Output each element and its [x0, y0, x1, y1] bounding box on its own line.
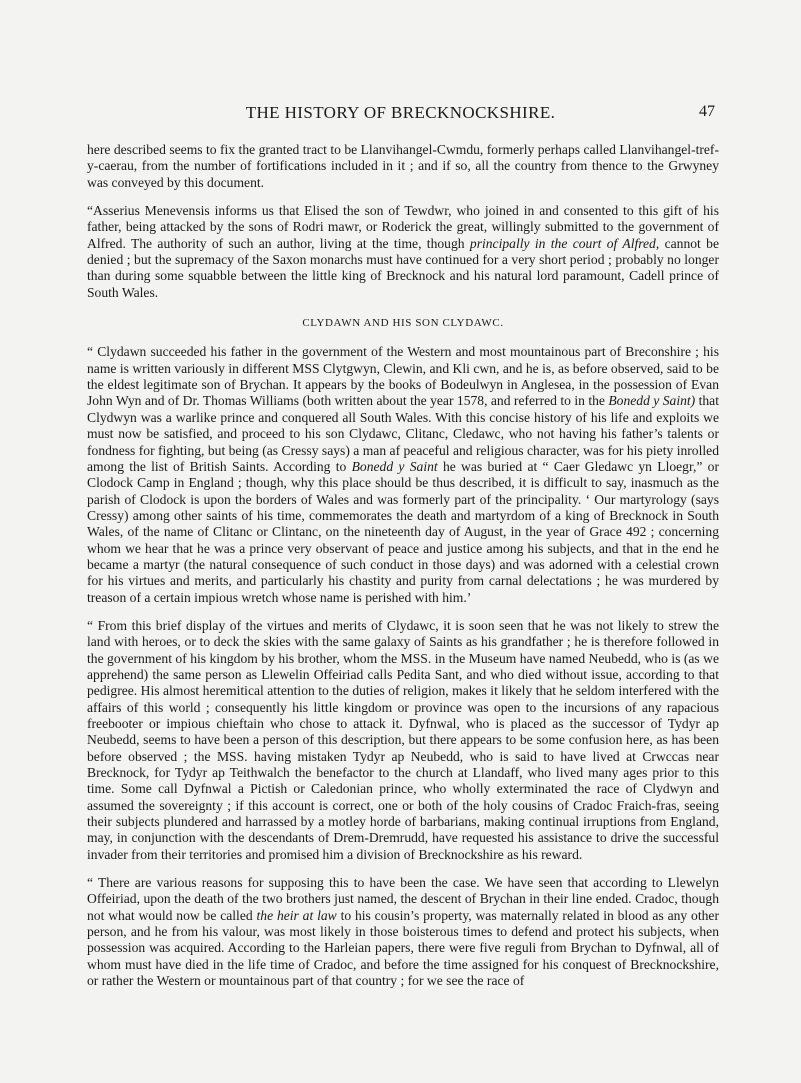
paragraph-3-text-a: “ Clydawn succeeded his father in the government of the Western and most mountainous part of Breconshire ; his name is written variously in different MSS Clytgwyn, Clewin, and Kli cwn, and he is, as before observed, said to be the eldest legitimate son of Brychan. It appears by the books of Bodeulwyn in Anglesea, in the possession of Evan John Wyn and of Dr. Thomas Williams (both written about the year 1578, and referred to in the [87, 344, 719, 409]
paragraph-5-text-a: “ There are various reasons for supposing this to have been the case. We have seen that according to Llewelyn Offeiriad, upon the death of the two brothers just named, the descent of Brychan in their line ended. Cradoc, though not what would now be called [87, 875, 719, 923]
paragraph-1-text: here described seems to fix the granted tract to be Llanvihangel-Cwmdu, formerly perhaps called Llanvihangel-tref-y-caerau, from the number of fortifications included in it ; and if so, all the country from thence to the Grwyney was conveyed by this document. [87, 142, 719, 190]
body-text [87, 142, 719, 1002]
paragraph-4 [87, 618, 719, 863]
paragraph-1 [87, 142, 719, 191]
running-title: THE HISTORY OF BRECKNOCKSHIRE. [245, 103, 556, 122]
page-number: 47 [699, 103, 715, 120]
paragraph-4-text: “ From this brief display of the virtues and merits of Clydawc, it is soon seen that he was not likely to strew the land with heroes, or to deck the skies with the same galaxy of Saints as his grandfather ; he is therefore followed in the government of his kingdom by his brother, whom the MSS. in the Museum have named Neubedd, who is (as we apprehend) the same person as Llewelin Offeiriad calls Pedita Sant, and who died without issue, according to that pedigree. His almost heremitical attention to the duties of religion, makes it likely that he seldom interfered with the affairs of this world ; consequently his little kingdom or province was open to the incursions of any rapacious freebooter or impious chieftain who chose to attack it. Dyfnwal, who is placed as the successor of Tydyr ap Neubedd, seems to have been a person of this description, but there appears to be some confusion here, as has been before observed ; the MSS. having mistaken Tydyr ap Neubedd, who is said to have lived at Crwccas near Brecknock, for Tydyr ap Teithwalch the benefactor to the church at Llandaff, who lived many ages prior to this time. Some call Dyfnwal a Pictish or Caledonian prince, who wholly exterminated the race of Clydwyn and assumed the sovereignty ; if this account is correct, one or both of the holy cousins of Cradoc Fraich-fras, seeing their subjects plundered and harrassed by a motley horde of barbarians, making continual irruptions from England, may, in conjunction with the descendants of Drem-Dremrudd, have requested his assistance to drive the successful invader from their territories and promised him a division of Brecknockshire as his reward. [87, 617, 719, 862]
paragraph-2-text-b: cannot be denied ; but the supremacy of the Saxon monarchs must have continued for a very short period ; probably no longer than during some squabble between the little king of Brecknock and his natural lord paramount, Cadell prince of South Wales. [87, 235, 719, 300]
paragraph-3-italic-2: Bonedd y Saint [351, 458, 438, 474]
paragraph-5-text-b: to his cousin’s property, was maternally related in blood as any other person, and he from his valour, was most likely in those boisterous times to defend and protect his subjects, when possession was acquired. According to the Harleian papers, there were five reguli from Brychan to Dyfnwal, all of whom must have died in the life time of Cradoc, and before the time assigned for his conquest of Brecknockshire, or rather the Western or mountainous part of that country ; for we see the race of [87, 907, 719, 989]
paragraph-2 [87, 203, 719, 301]
paragraph-2-italic: principally in the court of Alfred, [469, 235, 660, 251]
paragraph-2-text-a: “Asserius Menevensis informs us that Elised the son of Tewdwr, who joined in and consented to this gift of his father, being attacked by the sons of Rodri mawr, or Roderick the great, willingly submitted to the government of Alfred. The authority of such an author, living at the time, though [87, 203, 719, 251]
paragraph-3 [87, 344, 719, 606]
running-header [0, 103, 801, 125]
paragraph-3-text-b: that Clydwyn was a warlike prince and conquered all South Wales. With this concise history of his life and exploits we must now be satisfied, and proceed to his son Clydawc, Clitanc, Cledawc, who not having his father’s talents or fondness for fighting, but being (as Cressy says) a man af peaceful and religious character, was for his piety inrolled among the list of British Saints. According to [87, 393, 719, 474]
section-heading: CLYDAWN AND HIS SON CLYDAWC. [302, 317, 504, 330]
paragraph-5-italic: the heir at law [256, 907, 337, 923]
paragraph-5 [87, 875, 719, 989]
paragraph-3-text-c: he was buried at “ Caer Gledawc yn Lloegr,” or Clodock Camp in England ; though, why this place should be thus described, it is difficult to say, inasmuch as the parish of Clodock is upon the borders of Wales and was formerly part of the principality. ‘ Our martyrology (says Cressy) among other saints of his time, commemorates the death and martyrdom of a king of Brecknock in South Wales, of the name of Clitanc or Clintanc, on the nineteenth day of August, in the year of Grace 492 ; concerning whom we hear that he was a prince very observant of peace and justice among his subjects, and that in the end he became a martyr (the natural consequence of such conduct in those days) and was adorned with a celestial crown for his virtues and merits, and particularly his chastity and purity from carnal delectations ; he was murdered by treason of a certain impious wretch whose name is perished with him.’ [87, 458, 719, 605]
paragraph-3-italic-1: Bonedd y Saint) [608, 393, 696, 409]
